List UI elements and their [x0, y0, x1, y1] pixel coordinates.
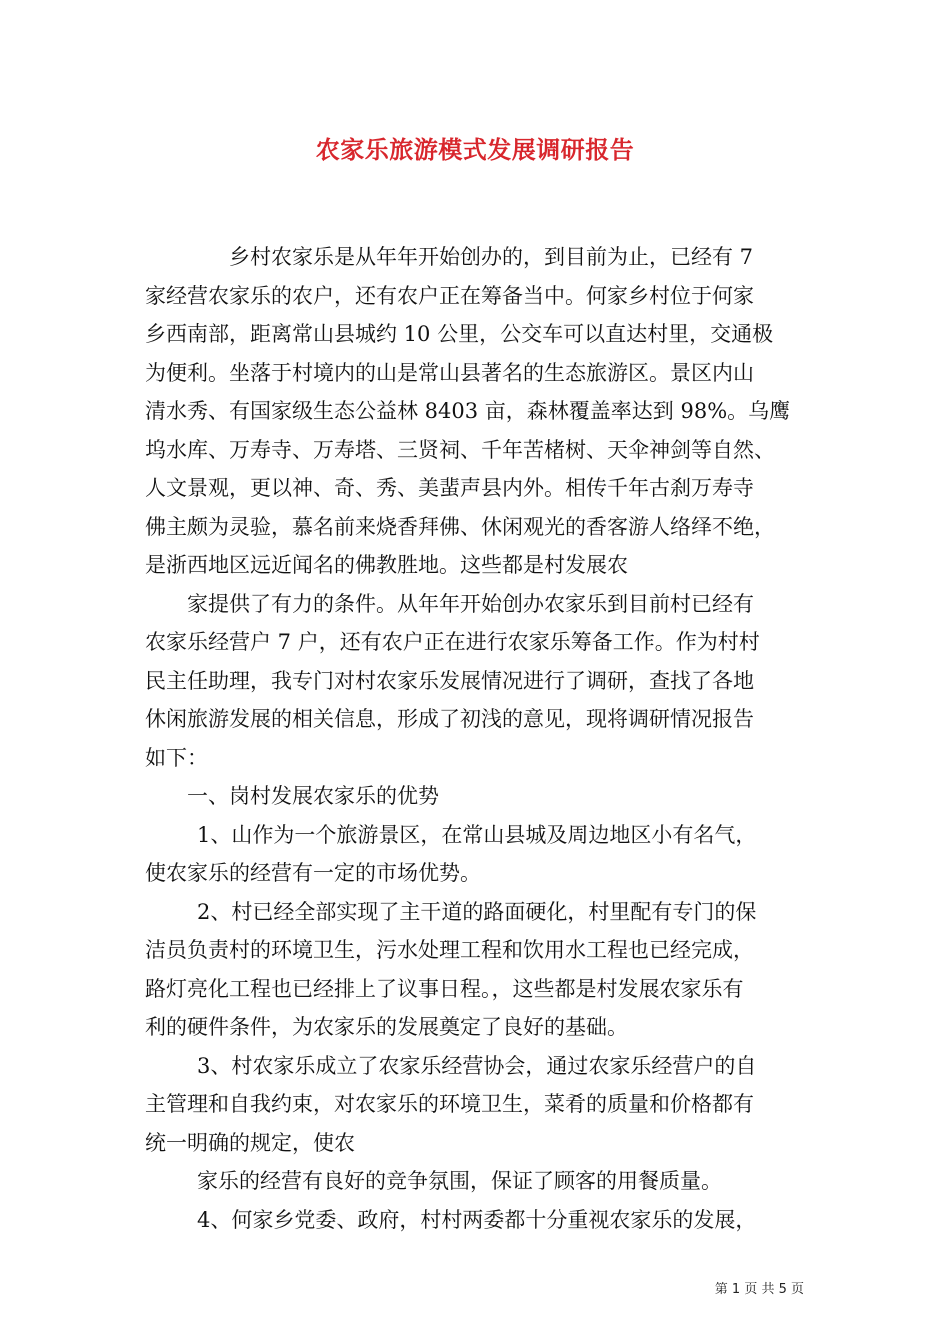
- body-line: 乡村农家乐是从年年开始创办的，到目前为止，已经有 7: [229, 245, 754, 269]
- section-heading: 一、岗村发展农家乐的优势: [187, 784, 439, 808]
- body-line: 休闲旅游发展的相关信息，形成了初浅的意见，现将调研情况报告: [145, 707, 754, 731]
- body-line: 清水秀、有国家级生态公益林 8403 亩，森林覆盖率达到 98%。乌鹰: [145, 399, 791, 423]
- document-title: 农家乐旅游模式发展调研报告: [315, 135, 635, 164]
- body-line: 坞水库、万寿寺、万寿塔、三贤祠、千年苦楮树、天伞神剑等自然、: [145, 437, 775, 462]
- body-line: 统一明确的规定，使农: [145, 1130, 355, 1155]
- body-line: 是浙西地区远近闻名的佛教胜地。这些都是村发展农: [145, 553, 628, 577]
- body-line: 乡西南部，距离常山县城约 10 公里，公交车可以直达村里，交通极: [145, 322, 774, 346]
- body-line: 农家乐经营户 7 户，还有农户正在进行农家乐筹备工作。作为村村: [145, 630, 760, 654]
- body-line: 利的硬件条件，为农家乐的发展奠定了良好的基础。: [145, 1015, 628, 1039]
- body-line: 人文景观，更以神、奇、秀、美蜚声县内外。相传千年古刹万寿寺: [145, 476, 754, 500]
- body-line: 4、何家乡党委、政府，村村两委都十分重视农家乐的发展，: [197, 1207, 757, 1232]
- body-line: 家经营农家乐的农户，还有农户正在筹备当中。何家乡村位于何家: [145, 283, 754, 308]
- body-line: 使农家乐的经营有一定的市场优势。: [145, 861, 481, 885]
- body-line: 佛主颇为灵验，慕名前来烧香拜佛、休闲观光的香客游人络绎不绝，: [145, 514, 775, 539]
- body-line: 洁员负责村的环境卫生，污水处理工程和饮用水工程也已经完成，: [145, 938, 754, 962]
- body-line: 主管理和自我约束，对农家乐的环境卫生，菜肴的质量和价格都有: [145, 1092, 754, 1116]
- body-line: 2、村已经全部实现了主干道的路面硬化，村里配有专门的保: [197, 899, 757, 924]
- document-body: [145, 238, 805, 1239]
- page-number: 第 1 页 共 5 页: [714, 1282, 804, 1297]
- body-line: 3、村农家乐成立了农家乐经营协会，通过农家乐经营户的自: [197, 1053, 757, 1078]
- body-line: 家提供了有力的条件。从年年开始创办农家乐到目前村已经有: [187, 591, 754, 616]
- body-line: 为便利。坐落于村境内的山是常山县著名的生态旅游区。景区内山: [145, 360, 754, 385]
- body-line: 如下：: [145, 745, 208, 770]
- body-line: 路灯亮化工程也已经排上了议事日程。，这些都是村发展农家乐有: [145, 976, 744, 1001]
- body-line: 1、山作为一个旅游景区，在常山县城及周边地区小有名气，: [197, 822, 757, 847]
- body-line: 民主任助理，我专门对村农家乐发展情况进行了调研，查找了各地: [145, 668, 754, 693]
- body-line: 家乐的经营有良好的竞争氛围，保证了顾客的用餐质量。: [197, 1169, 722, 1193]
